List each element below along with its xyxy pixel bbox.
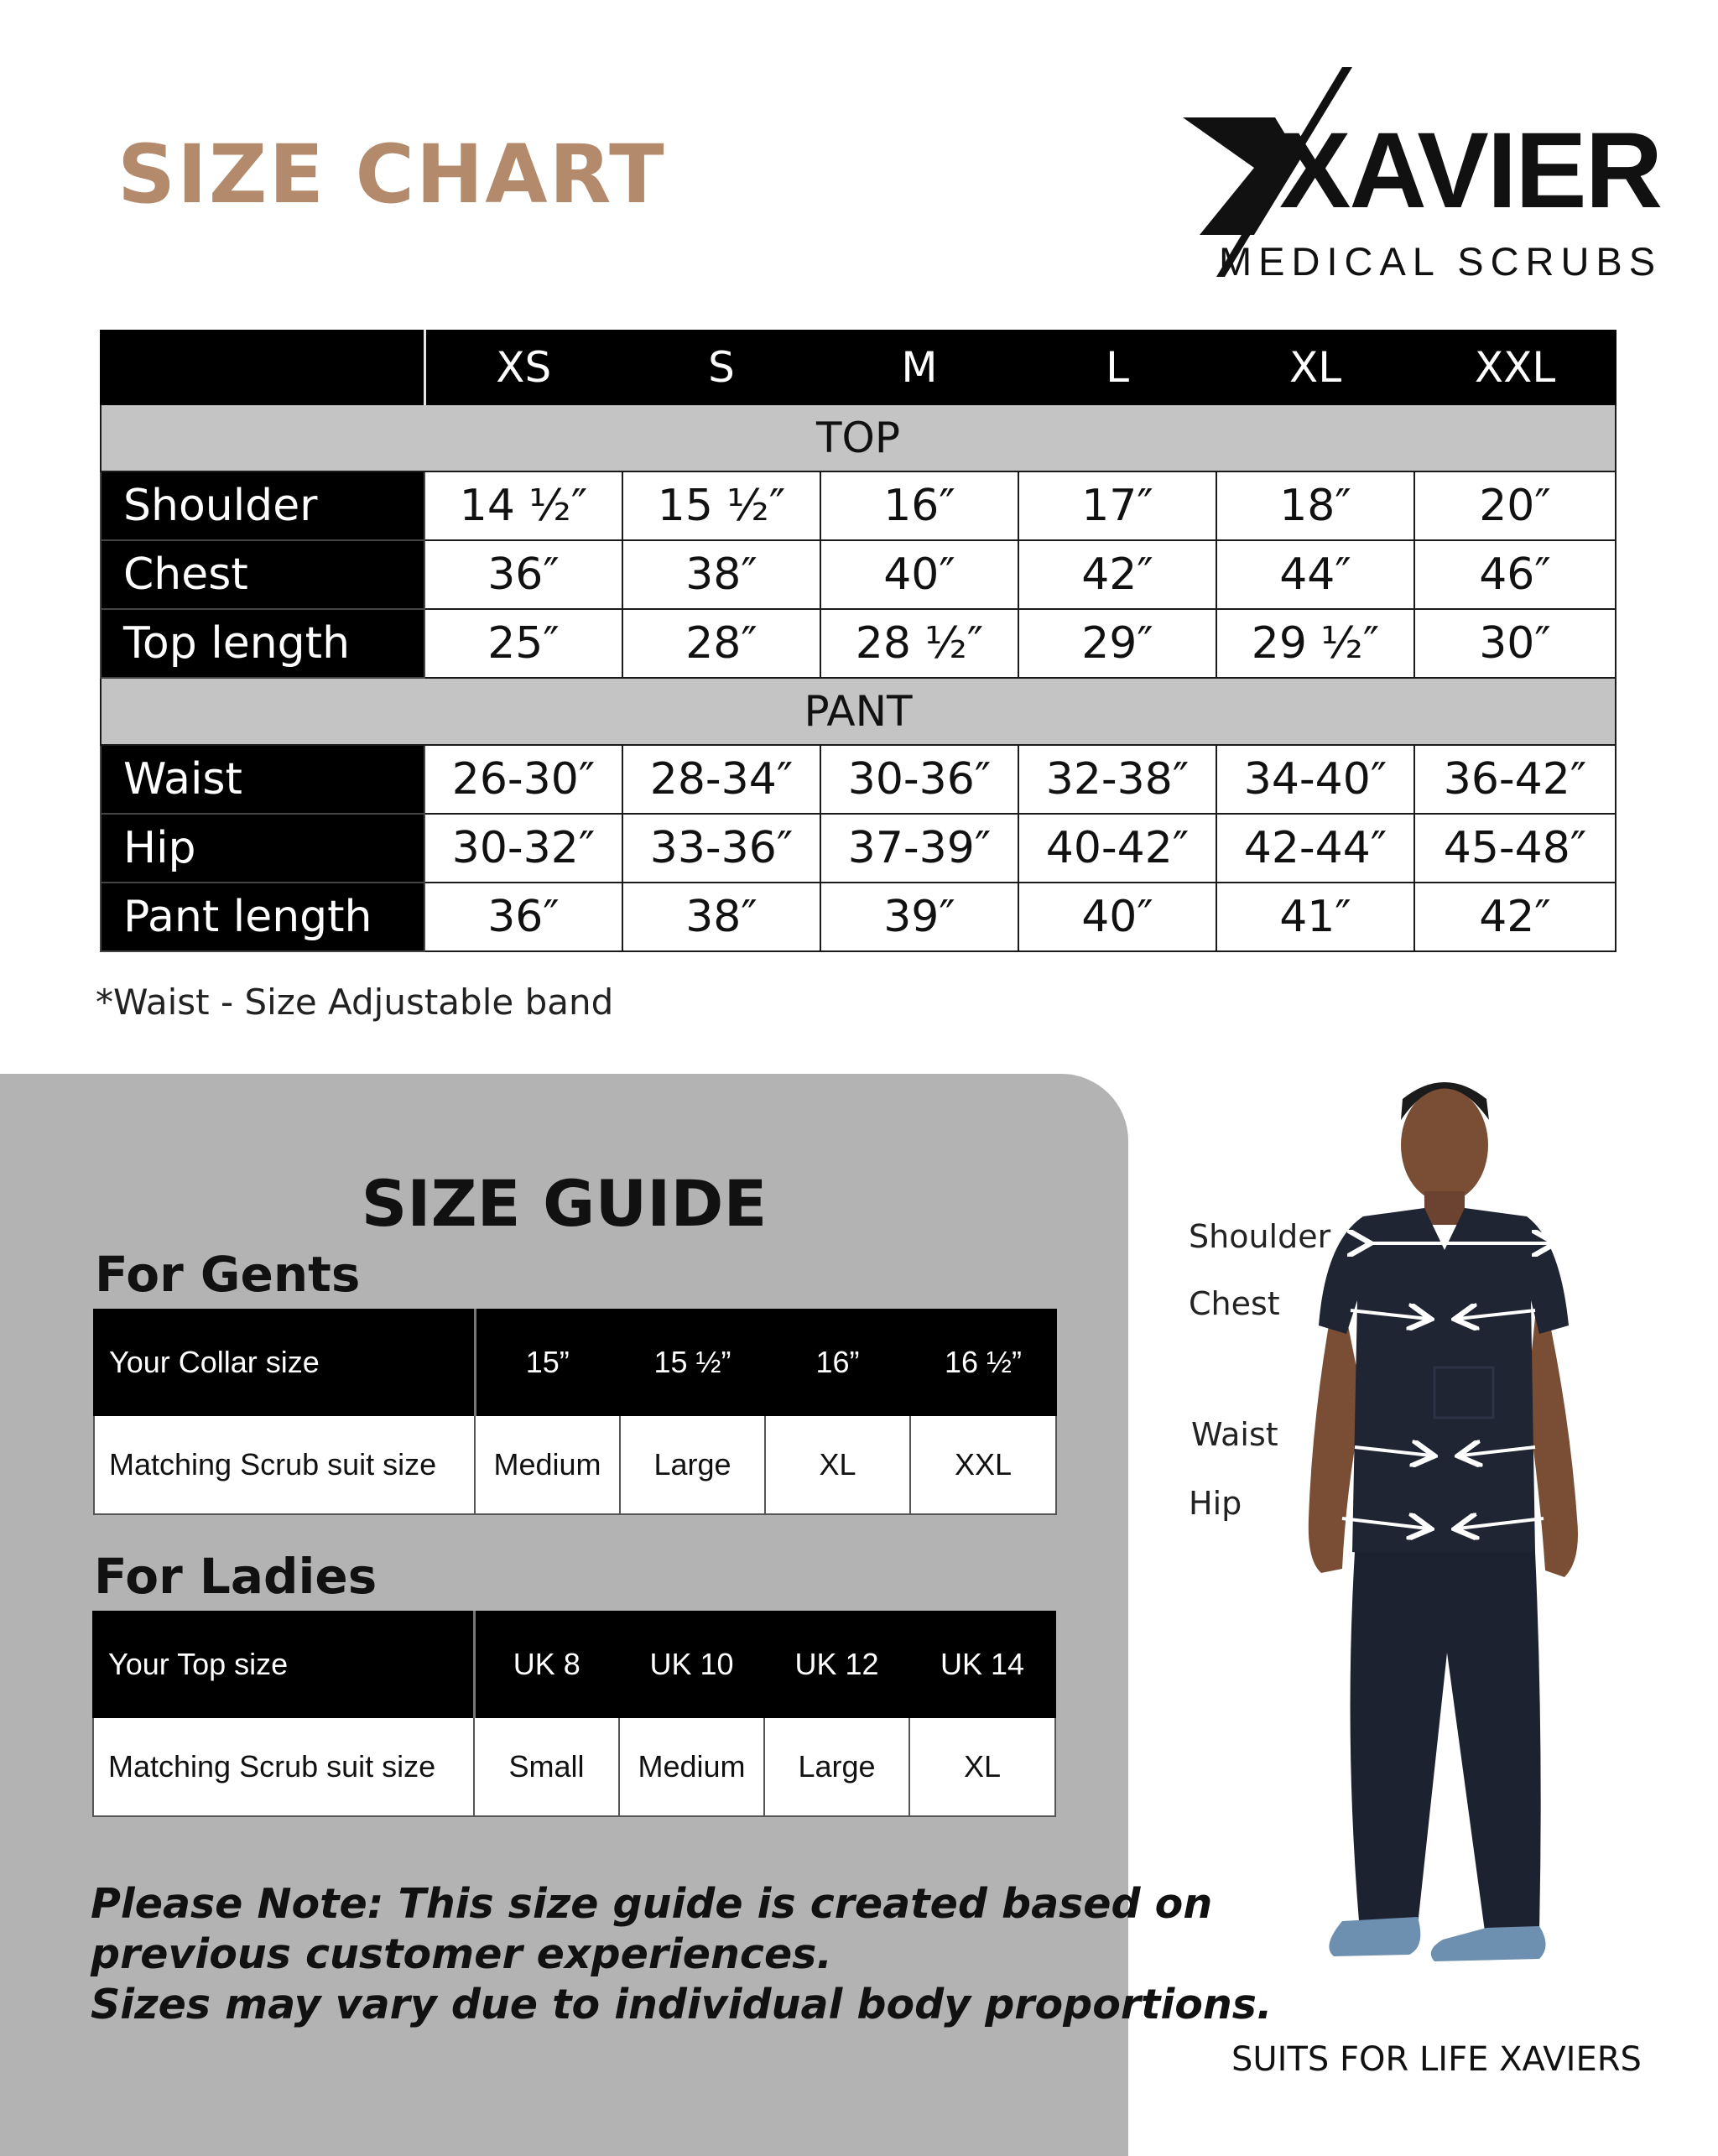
table-row — [101, 609, 1616, 678]
table-cell: UK 12 — [764, 1612, 909, 1717]
table-row — [101, 883, 1616, 951]
table-row — [94, 1310, 1056, 1415]
disclaimer-line: Sizes may vary due to individual body proportions. — [91, 1981, 1273, 2028]
size-chart-table — [100, 330, 1616, 952]
table-row — [101, 745, 1616, 814]
size-header: S — [622, 331, 820, 404]
table-cell: 41″ — [1216, 883, 1414, 951]
table-cell: 40-42″ — [1018, 814, 1216, 883]
collar-size-label: Your Collar size — [94, 1310, 475, 1415]
table-cell: Large — [764, 1717, 909, 1816]
table-cell: 15” — [475, 1310, 620, 1415]
table-row — [93, 1717, 1055, 1816]
size-guide-title: SIZE GUIDE — [361, 1166, 768, 1241]
ladies-guide-table — [92, 1611, 1056, 1817]
table-cell: 33-36″ — [622, 814, 820, 883]
size-header-row — [101, 331, 1616, 404]
header-corner-cell — [101, 331, 424, 404]
table-cell: UK 14 — [909, 1612, 1055, 1717]
table-cell: 40″ — [1018, 883, 1216, 951]
table-cell: 42-44″ — [1216, 814, 1414, 883]
row-label: Waist — [101, 745, 424, 814]
gents-guide-table — [93, 1309, 1057, 1515]
size-header: XXL — [1414, 331, 1616, 404]
section-label-top: TOP — [101, 404, 1616, 471]
shoulder-label: Shoulder — [1189, 1218, 1331, 1255]
row-label: Chest — [101, 540, 424, 609]
table-cell: 20″ — [1414, 471, 1616, 540]
section-label-pant: PANT — [101, 678, 1616, 745]
table-cell: 42″ — [1414, 883, 1616, 951]
table-cell: 14 ½″ — [424, 471, 622, 540]
ladies-heading: For Ladies — [94, 1548, 377, 1605]
table-cell: 26-30″ — [424, 745, 622, 814]
hip-label: Hip — [1189, 1485, 1242, 1522]
table-cell: UK 10 — [619, 1612, 764, 1717]
table-cell: 38″ — [622, 883, 820, 951]
tagline: SUITS FOR LIFE XAVIERS — [1231, 2040, 1642, 2079]
size-guide-disclaimer — [91, 1879, 1273, 2030]
right-shoe — [1431, 1926, 1546, 1961]
scrub-pants — [1351, 1552, 1541, 1931]
table-cell: 29″ — [1018, 609, 1216, 678]
table-cell: XL — [765, 1415, 910, 1514]
size-header: M — [820, 331, 1018, 404]
disclaimer-line: previous customer experiences. — [91, 1930, 832, 1978]
table-cell: 28″ — [622, 609, 820, 678]
disclaimer-line: Please Note: This size guide is created based on — [91, 1880, 1213, 1928]
table-cell: Medium — [619, 1717, 764, 1816]
table-cell: 15 ½” — [620, 1310, 765, 1415]
table-cell: 25″ — [424, 609, 622, 678]
page-title: SIZE CHART — [117, 128, 666, 221]
table-cell: 42″ — [1018, 540, 1216, 609]
table-cell: 16 ½” — [910, 1310, 1056, 1415]
left-shoe — [1329, 1917, 1420, 1956]
table-row — [101, 540, 1616, 609]
table-cell: 36″ — [424, 883, 622, 951]
waist-label: Waist — [1191, 1416, 1278, 1453]
table-row — [101, 814, 1616, 883]
table-cell: 36-42″ — [1414, 745, 1616, 814]
gents-heading: For Gents — [95, 1246, 361, 1303]
table-cell: 18″ — [1216, 471, 1414, 540]
head — [1401, 1088, 1488, 1202]
matching-size-label: Matching Scrub suit size — [94, 1415, 475, 1514]
row-label: Top length — [101, 609, 424, 678]
table-cell: 29 ½″ — [1216, 609, 1414, 678]
size-header: L — [1018, 331, 1216, 404]
row-label: Pant length — [101, 883, 424, 951]
table-cell: 46″ — [1414, 540, 1616, 609]
table-cell: UK 8 — [474, 1612, 619, 1717]
table-row — [93, 1612, 1055, 1717]
brand-name: XAVIER — [1279, 111, 1662, 231]
top-size-label: Your Top size — [93, 1612, 474, 1717]
table-cell: 28 ½″ — [820, 609, 1018, 678]
neck — [1424, 1191, 1465, 1225]
row-label: Hip — [101, 814, 424, 883]
waist-note: *Waist - Size Adjustable band — [96, 982, 614, 1023]
table-cell: Small — [474, 1717, 619, 1816]
table-cell: 32-38″ — [1018, 745, 1216, 814]
table-cell: Large — [620, 1415, 765, 1514]
table-cell: 15 ½″ — [622, 471, 820, 540]
table-cell: 34-40″ — [1216, 745, 1414, 814]
matching-size-label: Matching Scrub suit size — [93, 1717, 474, 1816]
table-cell: 16″ — [820, 471, 1018, 540]
table-cell: XXL — [910, 1415, 1056, 1514]
table-cell: 16” — [765, 1310, 910, 1415]
table-cell: 30″ — [1414, 609, 1616, 678]
table-cell: 37-39″ — [820, 814, 1018, 883]
table-cell: 44″ — [1216, 540, 1414, 609]
table-cell: 30-32″ — [424, 814, 622, 883]
size-header: XL — [1216, 331, 1414, 404]
table-cell: 39″ — [820, 883, 1018, 951]
table-cell: 40″ — [820, 540, 1018, 609]
size-header: XS — [424, 331, 622, 404]
table-cell: Medium — [475, 1415, 620, 1514]
table-cell: 30-36″ — [820, 745, 1018, 814]
table-cell: XL — [909, 1717, 1055, 1816]
table-row — [94, 1415, 1056, 1514]
table-cell: 45-48″ — [1414, 814, 1616, 883]
table-cell: 17″ — [1018, 471, 1216, 540]
table-cell: 36″ — [424, 540, 622, 609]
table-cell: 38″ — [622, 540, 820, 609]
section-row-pant — [101, 678, 1616, 745]
table-row — [101, 471, 1616, 540]
table-cell: 28-34″ — [622, 745, 820, 814]
scrub-top — [1319, 1208, 1569, 1559]
row-label: Shoulder — [101, 471, 424, 540]
brand-subtitle: MEDICAL SCRUBS — [1219, 239, 1663, 284]
chest-label: Chest — [1189, 1285, 1280, 1322]
section-row-top — [101, 404, 1616, 471]
